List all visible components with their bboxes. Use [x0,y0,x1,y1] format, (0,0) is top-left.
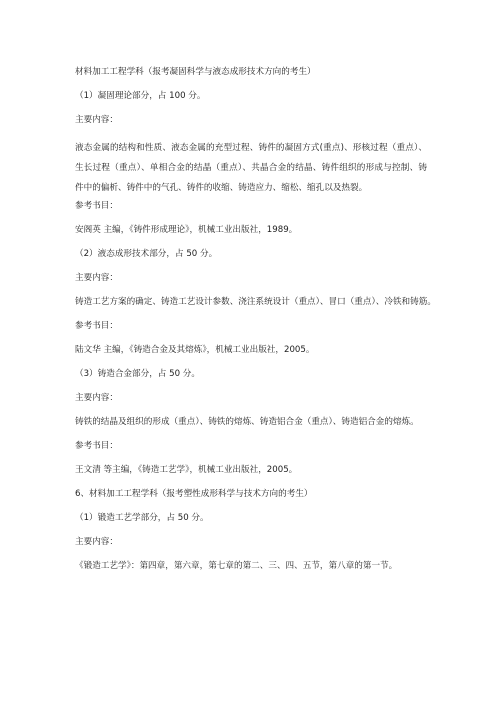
reference-book: 陆文华 主编，《铸造合金及其熔炼》，机械工业出版社，2005。 [75,345,315,355]
content-label: 主要内容： [75,537,118,547]
content-paragraph: 《锻造工艺学》：第四章，第六章，第七章的第二、三、四、五节，第八章的第一节。 [75,561,398,571]
reference-label: 参考书目： [75,201,118,211]
content-label: 主要内容： [75,273,118,283]
content-label: 主要内容： [75,393,118,403]
reference-book: 王文清 等主编，《铸造工艺学》，机械工业出版社，2005。 [75,465,298,475]
section-heading: 材料加工工程学科（报考凝固科学与液态成形技术方向的考生） [75,67,316,77]
reference-label: 参考书目： [75,441,118,451]
reference-book: 安阁英 主编，《铸件形成理论》，机械工业出版社，1989。 [75,225,298,235]
section-heading: 6、材料加工工程学科（报考塑性成形科学与技术方向的考生） [75,489,313,499]
subsection-heading: （1）凝固理论部分，占 100 分。 [75,91,206,101]
subsection-heading: （2）液态成形技术部分，占 50 分。 [75,249,218,259]
content-paragraph: 铸造工艺方案的确定、铸造工艺设计参数、浇注系统设计（重点）、冒口（重点）、冷铁和铸筋。 [75,297,436,307]
reference-label: 参考书目： [75,321,118,331]
subsection-heading: （3）铸造合金部分，占 50 分。 [75,369,200,379]
document-body [75,66,436,584]
content-paragraph: 液态金属的结构和性质、液态金属的充型过程、铸件的凝固方式(重点)、形核过程（重点）、生长过程（重点）、单相合金的结晶（重点）、共晶合金的结晶、铸件组织的形成与控制、铸件中的偏析、铸件中的气孔、铸件的收缩、铸造应力、缩松、缩孔以及热裂。 [75,143,427,193]
subsection-heading: （1）锻造工艺学部分，占 50 分。 [75,513,209,523]
content-label: 主要内容： [75,115,118,125]
content-paragraph: 铸铁的结晶及组织的形成（重点）、铸铁的熔炼、铸造铝合金（重点）、铸造铝合金的熔炼。 [75,417,419,427]
